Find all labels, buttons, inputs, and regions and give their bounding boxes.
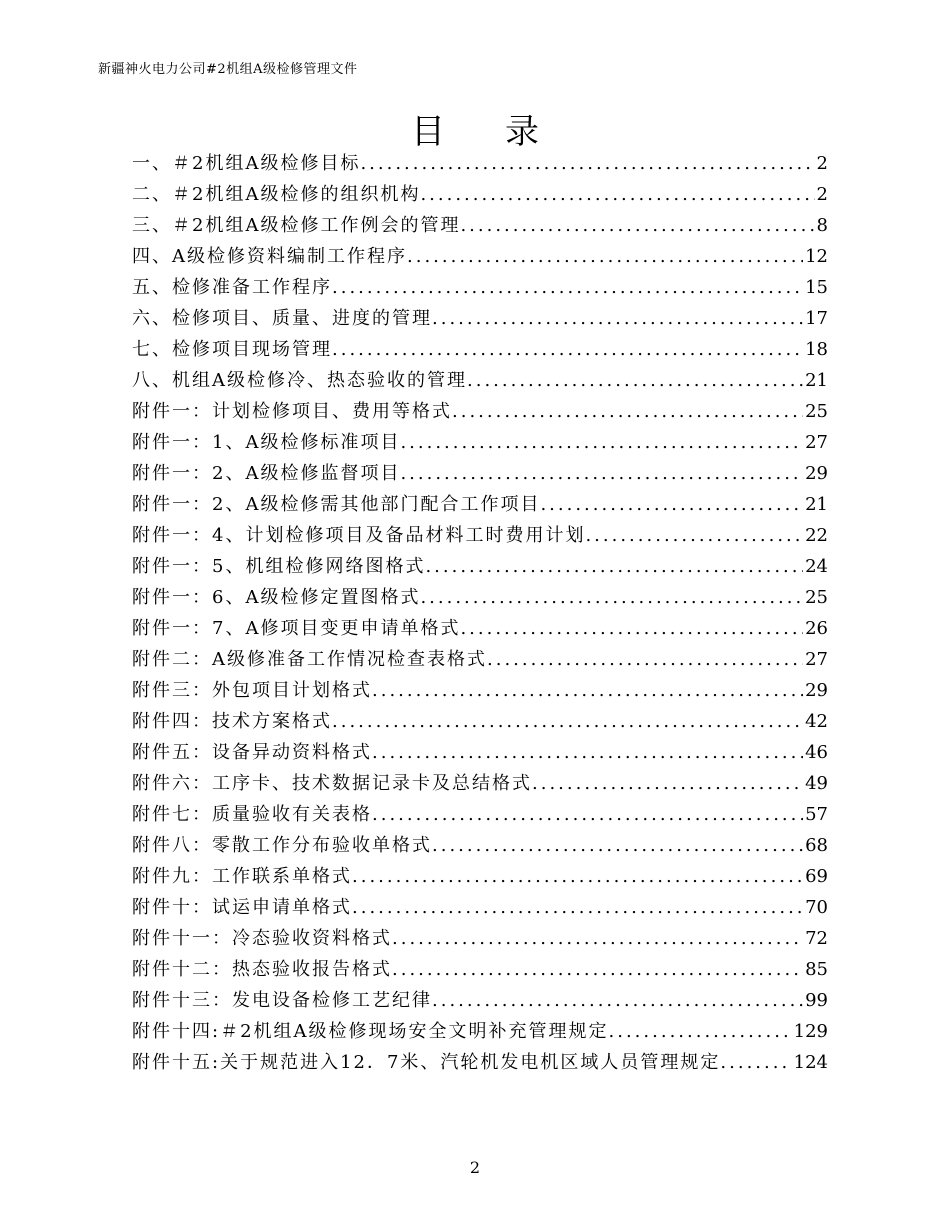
- toc-entry[interactable]: [132, 830, 828, 861]
- toc-entry-page: 69: [805, 866, 828, 887]
- toc-entry-label: 三、＃2机组A级检修工作例会的管理: [132, 215, 461, 236]
- toc-dot-leader: [585, 520, 803, 551]
- toc-dot-leader: [332, 334, 803, 365]
- toc-dot-leader: [332, 272, 803, 303]
- toc-entry-page: 68: [805, 835, 828, 856]
- toc-entry-label: 附件十四:＃2机组A级检修现场安全文明补充管理规定: [132, 1021, 609, 1042]
- toc-dot-leader: [352, 892, 803, 923]
- toc-entry[interactable]: [132, 520, 828, 551]
- toc-entry[interactable]: [132, 179, 828, 210]
- toc-entry-label: 附件六：工序卡、技术数据记录卡及总结格式: [132, 773, 532, 794]
- table-of-contents: [132, 148, 828, 1078]
- toc-dot-leader: [432, 985, 803, 1016]
- toc-entry-page: 29: [805, 463, 828, 484]
- toc-entry[interactable]: [132, 954, 828, 985]
- toc-entry-label: 附件九：工作联系单格式: [132, 866, 352, 887]
- toc-entry-label: 附件一：4、计划检修项目及备品材料工时费用计划: [132, 525, 586, 546]
- toc-entry-page: 27: [805, 649, 828, 670]
- toc-entry-page: 12: [805, 246, 828, 267]
- toc-entry-label: 附件十三：发电设备检修工艺纪律: [132, 990, 432, 1011]
- page-title: 目录: [411, 112, 599, 152]
- toc-entry-page: 2: [816, 153, 828, 174]
- toc-entry-label: 附件五：设备异动资料格式: [132, 742, 372, 763]
- toc-entry-page: 129: [793, 1021, 828, 1042]
- toc-entry-page: 70: [805, 897, 828, 918]
- toc-dot-leader: [460, 613, 803, 644]
- toc-entry-page: 21: [805, 370, 828, 391]
- toc-dot-leader: [420, 582, 803, 613]
- toc-entry-label: 附件一：6、A级检修定置图格式: [132, 587, 421, 608]
- toc-entry-label: 附件八：零散工作分布验收单格式: [132, 835, 432, 856]
- toc-entry[interactable]: [132, 799, 828, 830]
- toc-entry[interactable]: [132, 241, 828, 272]
- toc-entry[interactable]: [132, 582, 828, 613]
- toc-entry-label: 附件一：5、机组检修网络图格式: [132, 556, 426, 577]
- toc-entry-label: 附件一：2、A级检修监督项目: [132, 463, 401, 484]
- running-header: 新疆神火电力公司#2机组A级检修管理文件: [98, 62, 358, 77]
- toc-entry[interactable]: [132, 923, 828, 954]
- toc-entry-label: 附件十二：热态验收报告格式: [132, 959, 392, 980]
- toc-entry[interactable]: [132, 489, 828, 520]
- toc-entry[interactable]: [132, 892, 828, 923]
- toc-entry[interactable]: [132, 272, 828, 303]
- toc-entry[interactable]: [132, 148, 828, 179]
- toc-entry-label: 七、检修项目现场管理: [132, 339, 332, 360]
- toc-entry-page: 25: [805, 401, 828, 422]
- toc-dot-leader: [432, 303, 803, 334]
- toc-dot-leader: [467, 365, 803, 396]
- toc-entry-page: 99: [805, 990, 828, 1011]
- toc-entry-page: 27: [805, 432, 828, 453]
- toc-entry[interactable]: [132, 396, 828, 427]
- toc-entry-page: 22: [805, 525, 828, 546]
- toc-entry[interactable]: [132, 737, 828, 768]
- toc-entry[interactable]: [132, 334, 828, 365]
- toc-dot-leader: [392, 923, 803, 954]
- toc-entry-page: 15: [805, 277, 828, 298]
- toc-dot-leader: [720, 1047, 791, 1078]
- toc-dot-leader: [609, 1016, 792, 1047]
- toc-entry-label: 附件一：计划检修项目、费用等格式: [132, 401, 452, 422]
- toc-entry[interactable]: [132, 861, 828, 892]
- toc-entry-page: 57: [805, 804, 828, 825]
- toc-dot-leader: [487, 644, 803, 675]
- toc-entry-label: 八、机组A级检修冷、热态验收的管理: [132, 370, 467, 391]
- toc-entry[interactable]: [132, 210, 828, 241]
- toc-dot-leader: [540, 489, 803, 520]
- toc-entry[interactable]: [132, 458, 828, 489]
- toc-entry[interactable]: [132, 985, 828, 1016]
- toc-entry[interactable]: [132, 1047, 828, 1078]
- toc-dot-leader: [400, 427, 803, 458]
- toc-entry-label: 附件十一：冷态验收资料格式: [132, 928, 392, 949]
- toc-dot-leader: [420, 179, 814, 210]
- toc-entry-page: 26: [805, 618, 828, 639]
- toc-entry-page: 72: [805, 928, 828, 949]
- toc-entry-label: 附件二：A级修准备工作情况检查表格式: [132, 649, 487, 670]
- toc-dot-leader: [352, 861, 803, 892]
- toc-entry-page: 49: [805, 773, 828, 794]
- toc-entry[interactable]: [132, 768, 828, 799]
- toc-entry[interactable]: [132, 613, 828, 644]
- toc-dot-leader: [360, 148, 814, 179]
- toc-entry[interactable]: [132, 551, 828, 582]
- toc-dot-leader: [372, 737, 803, 768]
- toc-entry-label: 五、检修准备工作程序: [132, 277, 332, 298]
- toc-entry-page: 18: [805, 339, 828, 360]
- toc-dot-leader: [400, 458, 803, 489]
- toc-dot-leader: [392, 954, 803, 985]
- toc-entry-page: 17: [805, 308, 828, 329]
- toc-dot-leader: [407, 241, 803, 272]
- toc-entry[interactable]: [132, 675, 828, 706]
- toc-entry-page: 24: [805, 556, 828, 577]
- toc-entry-page: 46: [805, 742, 828, 763]
- toc-dot-leader: [452, 396, 803, 427]
- toc-entry[interactable]: [132, 644, 828, 675]
- page-number: 2: [469, 1158, 481, 1177]
- toc-entry-page: 2: [816, 184, 828, 205]
- toc-dot-leader: [532, 768, 803, 799]
- toc-dot-leader: [460, 210, 814, 241]
- toc-entry[interactable]: [132, 365, 828, 396]
- toc-entry-page: 29: [805, 680, 828, 701]
- toc-entry-label: 附件一：7、A修项目变更申请单格式: [132, 618, 461, 639]
- toc-dot-leader: [432, 830, 803, 861]
- toc-entry[interactable]: [132, 303, 828, 334]
- toc-entry-label: 六、检修项目、质量、进度的管理: [132, 308, 432, 329]
- toc-dot-leader: [425, 551, 803, 582]
- toc-entry-label: 附件一：2、A级检修需其他部门配合工作项目: [132, 494, 541, 515]
- toc-entry-label: 二、＃2机组A级检修的组织机构: [132, 184, 421, 205]
- toc-entry-page: 25: [805, 587, 828, 608]
- toc-dot-leader: [332, 706, 803, 737]
- toc-entry-label: 附件三：外包项目计划格式: [132, 680, 372, 701]
- toc-entry-page: 8: [816, 215, 828, 236]
- toc-entry-page: 42: [805, 711, 828, 732]
- toc-entry-label: 附件四：技术方案格式: [132, 711, 332, 732]
- toc-entry[interactable]: [132, 427, 828, 458]
- toc-dot-leader: [372, 675, 803, 706]
- toc-entry-label: 附件一：1、A级检修标准项目: [132, 432, 401, 453]
- toc-entry[interactable]: [132, 706, 828, 737]
- toc-entry-label: 附件七：质量验收有关表格: [132, 804, 372, 825]
- toc-dot-leader: [372, 799, 803, 830]
- toc-entry-label: 一、＃2机组A级检修目标: [132, 153, 361, 174]
- toc-entry-label: 四、A级检修资料编制工作程序: [132, 246, 407, 267]
- toc-entry-page: 85: [805, 959, 828, 980]
- toc-entry-label: 附件十五:关于规范进入12．7米、汽轮机发电机区域人员管理规定: [132, 1052, 721, 1073]
- toc-entry[interactable]: [132, 1016, 828, 1047]
- toc-entry-page: 124: [793, 1052, 828, 1073]
- toc-entry-page: 21: [805, 494, 828, 515]
- toc-entry-label: 附件十：试运申请单格式: [132, 897, 352, 918]
